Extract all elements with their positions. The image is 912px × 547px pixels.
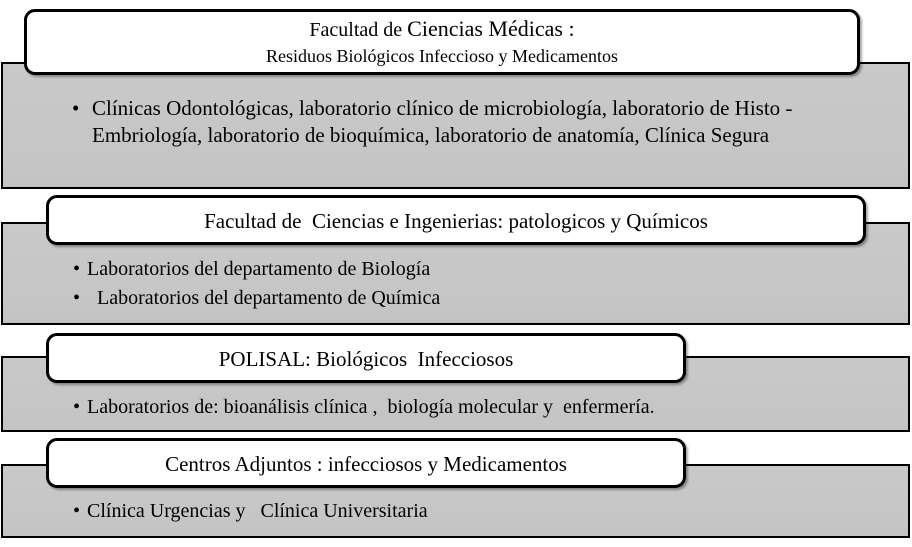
bullet-icon: • (72, 96, 80, 120)
section-header-ingenierias (46, 195, 866, 245)
header-ingenierias-text: Facultad de Ciencias e Ingenierias: patologicos y Químicos (204, 209, 708, 233)
list-item-text: Clínicas Odontológicas, laboratorio clínico de microbiología, laboratorio de Histo -Embriología, laboratorio de bioquímica, laboratorio de anatomía, Clínica Segura (92, 96, 793, 147)
header-polisal-text: POLISAL: Biológicos Infecciosos (218, 347, 514, 371)
list-item (73, 255, 853, 284)
section-header-adjuntos (46, 438, 686, 488)
list-item (72, 95, 852, 149)
list-item (73, 284, 853, 313)
section-adjuntos-list (73, 497, 853, 525)
list-item-text: Laboratorios del departamento de Biología (87, 258, 431, 280)
header-medicas-line2: Residuos Biológicos Infeccioso y Medicamentos (266, 46, 618, 66)
header-medicas-line1-a: Facultad de (309, 19, 408, 41)
section-medicas-list (72, 95, 852, 149)
section-polisal-list (73, 393, 873, 421)
header-medicas-line1-b: Ciencias Médicas : (407, 16, 575, 41)
list-item (73, 497, 853, 525)
bullet-icon: • (73, 258, 81, 280)
section-ingenierias-list (73, 255, 853, 313)
section-header-polisal (46, 333, 686, 383)
header-adjuntos-text: Centros Adjuntos : infecciosos y Medicamentos (165, 452, 567, 476)
bullet-icon: • (73, 500, 81, 522)
list-item (73, 393, 873, 421)
list-item-text: Clínica Urgencias y Clínica Universitaria (87, 500, 428, 522)
list-item-text: Laboratorios de: bioanálisis clínica , biología molecular y enfermería. (87, 396, 655, 418)
list-item-text: Laboratorios del departamento de Química (97, 287, 441, 309)
bullet-icon: • (73, 287, 81, 309)
section-header-medicas (24, 9, 860, 75)
bullet-icon: • (73, 396, 81, 418)
